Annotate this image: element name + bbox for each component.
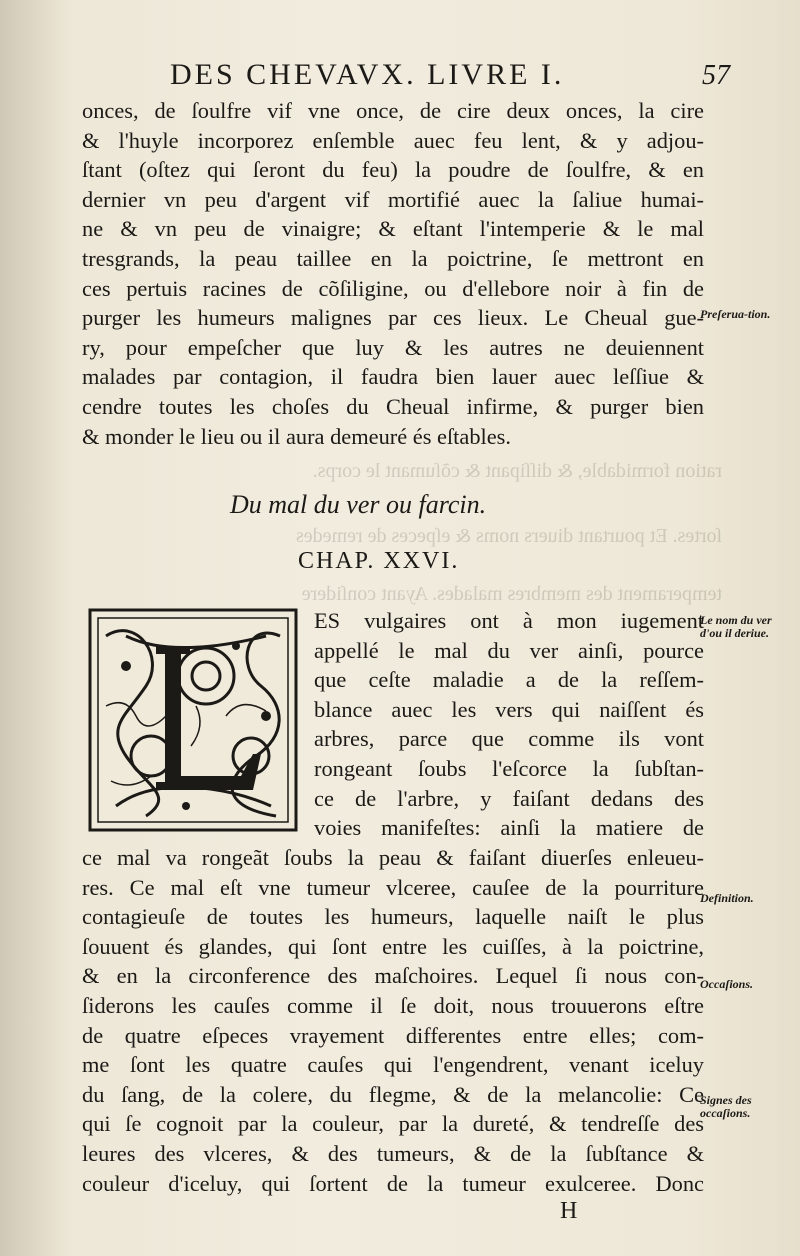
text-line: ſiderons les cauſes comme il ſe doit, nous trouuerons eſtre	[82, 992, 704, 1018]
ornamental-initial-icon	[86, 606, 300, 834]
text-line: tresgrands, la peau taillee en la poictrine, ſe mettront en	[82, 245, 704, 271]
text-line: contagieuſe de toutes les humeurs, laquelle naiſt le plus	[82, 904, 704, 930]
margin-note-definition: Definition.	[700, 891, 754, 905]
text-line: cendre toutes les choſes du Cheual infirme, & purger bien	[82, 393, 704, 419]
margin-note-occasions: Occaſions.	[700, 977, 753, 991]
text-line: res. Ce mal eſt vne tumeur vlceree, cauſee de la pourriture	[82, 874, 704, 900]
text-line: appellé le mal du ver ainſi, pource	[314, 637, 704, 663]
text-block-top	[82, 96, 704, 451]
text-line: ES vulgaires ont à mon iugement	[314, 608, 704, 633]
text-line: ne & vn peu de vinaigre; & eſtant l'intemperie & le mal	[82, 216, 704, 242]
text-line: ce mal va rongeãt ſoubs la peau & faiſant diuerſes enleueu-	[82, 845, 704, 870]
text-line: me ſont les quatre cauſes qui l'engendrent, venant iceluy	[82, 1052, 704, 1078]
text-line: ces pertuis racines de cõſiligine, ou d'ellebore noir à fin de	[82, 275, 704, 301]
running-head: DES CHEVAVX. LIVRE I.	[170, 58, 565, 91]
text-line: qui ſe cognoit par la couleur, par la dureté, & tendreſſe des	[82, 1111, 704, 1137]
text-line: rongeant ſoubs l'eſcorce la ſubſtan-	[314, 755, 704, 781]
show-through: temperament des membres malades. Ayant conſidere	[301, 583, 722, 605]
page-number: 57	[702, 60, 730, 91]
text-line: ſtant (oſtez qui ſeront du feu) la poudre de ſoulfre, & en	[82, 157, 704, 183]
show-through: ſortes. Et pourtant diuers noms & eſpeces de remedes	[296, 525, 722, 547]
text-line: que ceſte maladie a de la reſſem-	[314, 667, 704, 693]
text-line: onces, de ſoulfre vif vne once, de cire deux onces, la cire	[82, 98, 704, 123]
decorated-initial-l	[86, 606, 300, 834]
text-line: ce de l'arbre, y faiſant dedans des	[314, 785, 704, 811]
text-line: leures des vlceres, & des tumeurs, & de la ſubſtance &	[82, 1140, 704, 1166]
show-through: ration formidable, & diſſipant & cõſumant le corps.	[312, 460, 722, 482]
page-header	[170, 58, 730, 98]
text-line: voies manifeſtes: ainſi la matiere de	[314, 815, 704, 841]
text-block-bottom	[82, 843, 704, 1198]
text-line: & en la circonference des maſchoires. Lequel ſi nous con-	[82, 963, 704, 989]
chapter-heading: CHAP. XXVI.	[298, 548, 460, 574]
margin-note-signes: Signes des occaſions.	[700, 1093, 752, 1120]
text-line: du ſang, de la colere, du flegme, & de la melancolie: Ce	[82, 1081, 704, 1107]
text-line: couleur d'iceluy, qui ſortent de la tumeur exulceree. Donc	[82, 1170, 704, 1196]
text-line: & l'huyle incorporez enſemble auec feu lent, & y adjou-	[82, 127, 704, 153]
margin-note-preservation: Preſerua-tion.	[700, 307, 771, 321]
text-line: ry, pour empeſcher que luy & les autres ne deuiennent	[82, 334, 704, 360]
signature-mark: H	[560, 1198, 578, 1224]
text-line: ſouuent és glandes, qui ſont entre les cuiſſes, à la poictrine,	[82, 933, 704, 959]
section-subheading: Du mal du ver ou farcin.	[230, 490, 487, 519]
text-line: & monder le lieu ou il aura demeuré és eſtables.	[82, 423, 511, 449]
text-line: blance auec les vers qui naiſſent és	[314, 696, 704, 722]
text-line: de quatre eſpeces vrayement differentes entre elles; com-	[82, 1022, 704, 1048]
text-block-beside-initial	[314, 606, 704, 843]
text-line: dernier vn peu d'argent vif mortifié auec la ſaliue humai-	[82, 186, 704, 212]
margin-note-nom-du-ver: Le nom du ver d'ou il deriue.	[700, 613, 772, 640]
gutter-shadow	[0, 0, 70, 1256]
text-line: arbres, parce que comme ils vont	[314, 726, 704, 752]
text-line: malades par contagion, il faudra bien lauer auec leſſiue &	[82, 364, 704, 390]
text-line: purger les humeurs malignes par ces lieux. Le Cheual gue-	[82, 305, 704, 331]
